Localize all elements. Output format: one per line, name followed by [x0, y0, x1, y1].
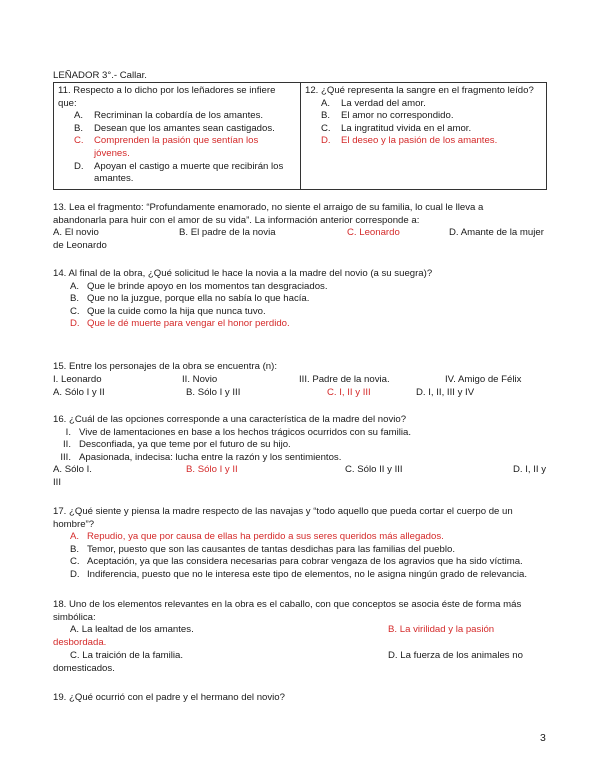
question-19-prompt: 19. ¿Qué ocurrió con el padre y el hermano del novio?	[53, 692, 285, 703]
q17-option-b[interactable]: B. Temor, puesto que son las causantes de tantas desdichas para las familias del pueblo.	[70, 543, 455, 555]
q13-option-c-correct[interactable]: C. Leonardo	[347, 227, 400, 239]
q18-option-a[interactable]: A. La lealtad de los amantes.	[70, 624, 194, 636]
q11-option-a[interactable]: A. Recriminan la cobardía de los amantes.	[74, 110, 264, 122]
q18-option-b-continuation: desbordada.	[53, 637, 107, 649]
q15-item-3: III. Padre de la novia.	[299, 373, 390, 385]
question-16-prompt: 16. ¿Cuál de las opciones corresponde a una característica de la madre del novio?	[53, 414, 407, 425]
q16-statement-1: I. Vive de lamentaciones en base a los hechos trágicos ocurridos con su familia.	[65, 426, 412, 438]
q13-option-b[interactable]: B. El padre de la novia	[179, 227, 276, 239]
q14-option-a[interactable]: A. Que le brinde apoyo en los momentos tan desgraciados.	[70, 280, 328, 292]
question-11-prompt: 11. Respecto a lo dicho por los leñadores se infiere que:	[58, 85, 276, 109]
question-13-answers	[53, 227, 547, 240]
q15-option-c-correct[interactable]: C. I, II y III	[327, 386, 371, 398]
section-header: LEÑADOR 3°.- Callar.	[53, 70, 147, 81]
question-18-prompt-line1: 18. Uno de los elementos relevantes en la obra es el caballo, con que conceptos se asocia éste de forma más	[53, 599, 522, 610]
question-18-answers-row2	[53, 650, 547, 663]
question-17-prompt-line2: hombre”?	[53, 518, 95, 530]
question-18-answers-row1	[53, 624, 547, 637]
q15-option-a[interactable]: A. Sólo I y II	[53, 386, 105, 398]
q16-option-d[interactable]: D. I, II y	[513, 464, 547, 476]
q18-option-d-continuation: domesticados.	[53, 662, 115, 674]
q12-option-b[interactable]: B. El amor no correspondido.	[321, 110, 454, 122]
question-18-prompt-line2: simbólica:	[53, 611, 96, 623]
q18-option-b-correct[interactable]: B. La virilidad y la pasión	[388, 624, 495, 636]
q17-option-d[interactable]: D. Indiferencia, puesto que no le interesa este tipo de elementos, no le asigna ningún grado de relevancia.	[70, 568, 528, 580]
question-15-items	[53, 374, 547, 387]
question-13	[53, 202, 547, 253]
q13-option-a[interactable]: A. El novio	[53, 227, 99, 239]
q12-option-a[interactable]: A. La verdad del amor.	[321, 97, 426, 109]
q12-option-d-correct[interactable]: D. El deseo y la pasión de los amantes.	[321, 135, 498, 147]
q15-option-b[interactable]: B. Sólo I y III	[186, 386, 241, 398]
q14-option-b[interactable]: B. Que no la juzgue, porque ella no sabía lo que hacía.	[70, 293, 310, 305]
q15-item-4: IV. Amigo de Félix	[445, 373, 522, 385]
q15-item-2: II. Novio	[182, 373, 218, 385]
question-15-answers	[53, 387, 547, 400]
page-number: 3	[540, 732, 546, 744]
question-13-prompt-line1: 13. Lea el fragmento: “Profundamente enamorado, no siente el arraigo de su familia, lo cual le lleva a	[53, 202, 484, 213]
question-11-cell	[54, 83, 301, 190]
q13-option-d-continuation: de Leonardo	[53, 240, 107, 252]
question-15	[53, 361, 547, 400]
q15-item-1: I. Leonardo	[53, 373, 102, 385]
q11-option-d[interactable]: D. Apoyan el castigo a muerte que recibirán los amantes.	[74, 160, 284, 185]
q11-option-c-correct[interactable]: C. Comprenden la pasión que sentían los jóvenes.	[74, 135, 259, 159]
q16-statement-3: III. Apasionada, indecisa: lucha entre la razón y los sentimientos.	[60, 451, 342, 463]
question-14-prompt: 14. Al final de la obra, ¿Qué solicitud le hace la novia a la madre del novio (a su suegra)?	[53, 268, 433, 279]
q12-option-c[interactable]: C. La ingratitud vivida en el amor.	[321, 122, 472, 134]
question-16	[53, 414, 547, 490]
q15-option-d[interactable]: D. I, II, III y IV	[416, 386, 475, 398]
q16-option-b-correct[interactable]: B. Sólo I y II	[186, 464, 238, 476]
q17-option-c[interactable]: C. Aceptación, ya que las considera necesarias para cobrar vengaza de los agravios que ha sido víctima.	[70, 556, 523, 568]
q16-statement-2: II. Desconfiada, ya que teme por el futuro de su hijo.	[63, 439, 291, 451]
q16-option-c[interactable]: C. Sólo II y III	[345, 464, 403, 476]
q18-option-c[interactable]: C. La traición de la familia.	[70, 649, 184, 661]
question-12-prompt: 12. ¿Qué representa la sangre en el fragmento leído?	[305, 85, 534, 96]
question-17-prompt-line1: 17. ¿Qué siente y piensa la madre respecto de las navajas y “todo aquello que pueda cortar el cuerpo de un	[53, 506, 513, 517]
q13-option-d[interactable]: D. Amante de la mujer	[449, 227, 544, 239]
question-17	[53, 506, 547, 582]
q14-option-c[interactable]: C. Que la cuide como la hija que nunca tuvo.	[70, 305, 266, 317]
question-12-cell	[301, 83, 547, 190]
q16-option-a[interactable]: A. Sólo I.	[53, 464, 92, 476]
questions-11-12-table	[53, 82, 547, 190]
q16-option-d-continuation: III	[53, 477, 61, 489]
question-19	[53, 692, 547, 705]
question-14	[53, 268, 547, 331]
q14-option-d-correct[interactable]: D. Que le dé muerte para vengar el honor perdido.	[70, 318, 290, 330]
question-13-prompt-line2: abandonarla para huir con el amor de su vida”. La información anterior corresponde a:	[53, 214, 420, 226]
question-16-answers	[53, 464, 547, 477]
question-15-prompt: 15. Entre los personajes de la obra se encuentra (n):	[53, 361, 277, 372]
question-18	[53, 599, 547, 675]
q11-option-b[interactable]: B. Desean que los amantes sean castigados.	[74, 122, 275, 134]
q17-option-a-correct[interactable]: A. Repudio, ya que por causa de ellas ha perdido a sus seres queridos más allegados.	[70, 531, 444, 543]
q18-option-d[interactable]: D. La fuerza de los animales no	[388, 649, 523, 661]
